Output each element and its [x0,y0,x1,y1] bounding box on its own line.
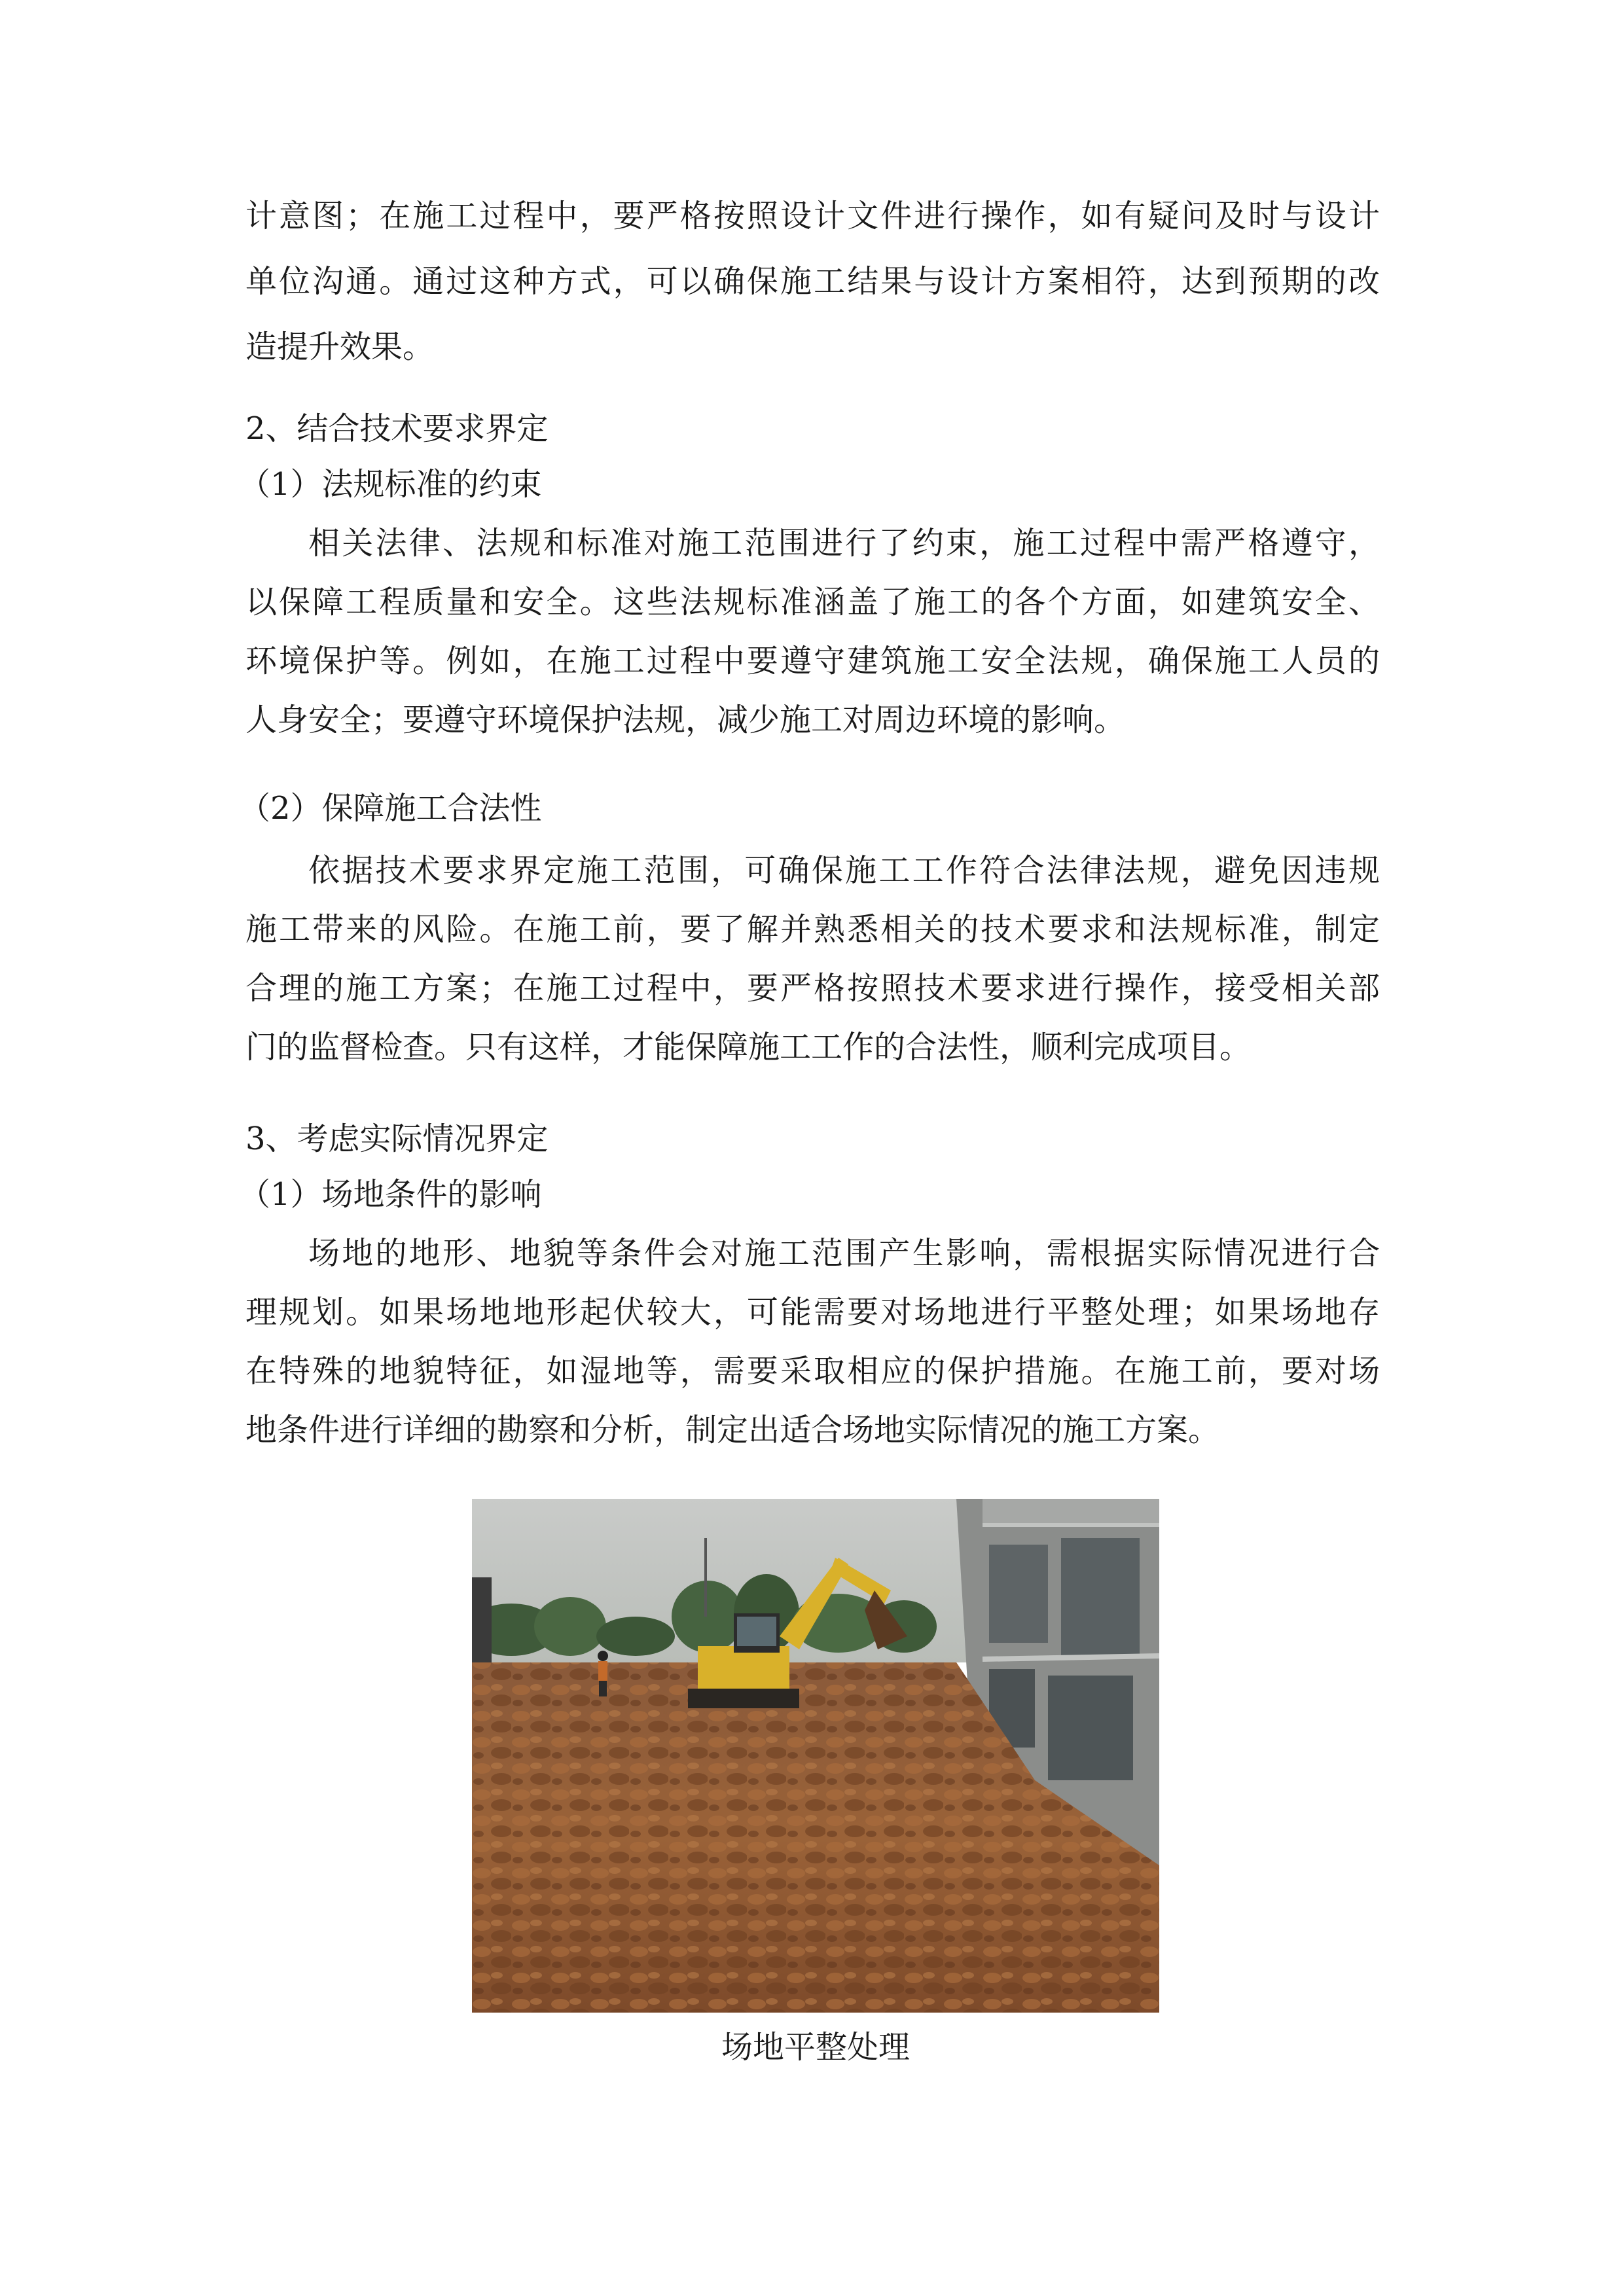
paragraph-line: 计意图；在施工过程中，要严格按照设计文件进行操作，如有疑问及时与设计 [245,198,1380,234]
subsection-heading: （2）保障施工合法性 [239,790,542,827]
paragraph-line: 施工带来的风险。在施工前，要了解并熟悉相关的技术要求和法规标准，制定 [245,911,1380,948]
paragraph-line: 依据技术要求界定施工范围，可确保施工工作符合法律法规，避免因违规 [308,852,1380,889]
subsection-heading: （1）场地条件的影响 [239,1176,542,1213]
paragraph-line: 人身安全；要遵守环境保护法规，减少施工对周边环境的影响。 [245,702,1126,738]
paragraph-line: 以保障工程质量和安全。这些法规标准涵盖了施工的各个方面，如建筑安全、 [245,584,1380,620]
paragraph-line: 地条件进行详细的勘察和分析，制定出适合场地实际情况的施工方案。 [245,1412,1220,1448]
paragraph-line: 环境保护等。例如，在施工过程中要遵守建筑施工安全法规，确保施工人员的 [245,643,1380,679]
figure-caption: 场地平整处理 [721,2029,910,2066]
paragraph-line: 场地的地形、地貌等条件会对施工范围产生影响，需根据实际情况进行合 [308,1235,1380,1272]
paragraph-line: 门的监督检查。只有这样，才能保障施工工作的合法性，顺利完成项目。 [245,1029,1252,1066]
section-heading: 2、结合技术要求界定 [245,410,549,447]
paragraph-line: 合理的施工方案；在施工过程中，要严格按照技术要求进行操作，接受相关部 [245,970,1380,1007]
subsection-heading: （1）法规标准的约束 [239,466,542,503]
paragraph-line: 理规划。如果场地地形起伏较大，可能需要对场地进行平整处理；如果场地存 [245,1294,1380,1331]
paragraph-line: 单位沟通。通过这种方式，可以确保施工结果与设计方案相符，达到预期的改 [245,263,1380,300]
paragraph-line: 在特殊的地貌特征，如湿地等，需要采取相应的保护措施。在施工前，要对场 [245,1353,1380,1390]
section-heading: 3、考虑实际情况界定 [245,1121,549,1157]
paragraph-line: 相关法律、法规和标准对施工范围进行了约束，施工过程中需严格遵守， [308,525,1380,562]
paragraph-line: 造提升效果。 [245,329,435,365]
left-wall [472,1577,492,1662]
worker [598,1651,608,1696]
site-photo [472,1499,1159,2013]
